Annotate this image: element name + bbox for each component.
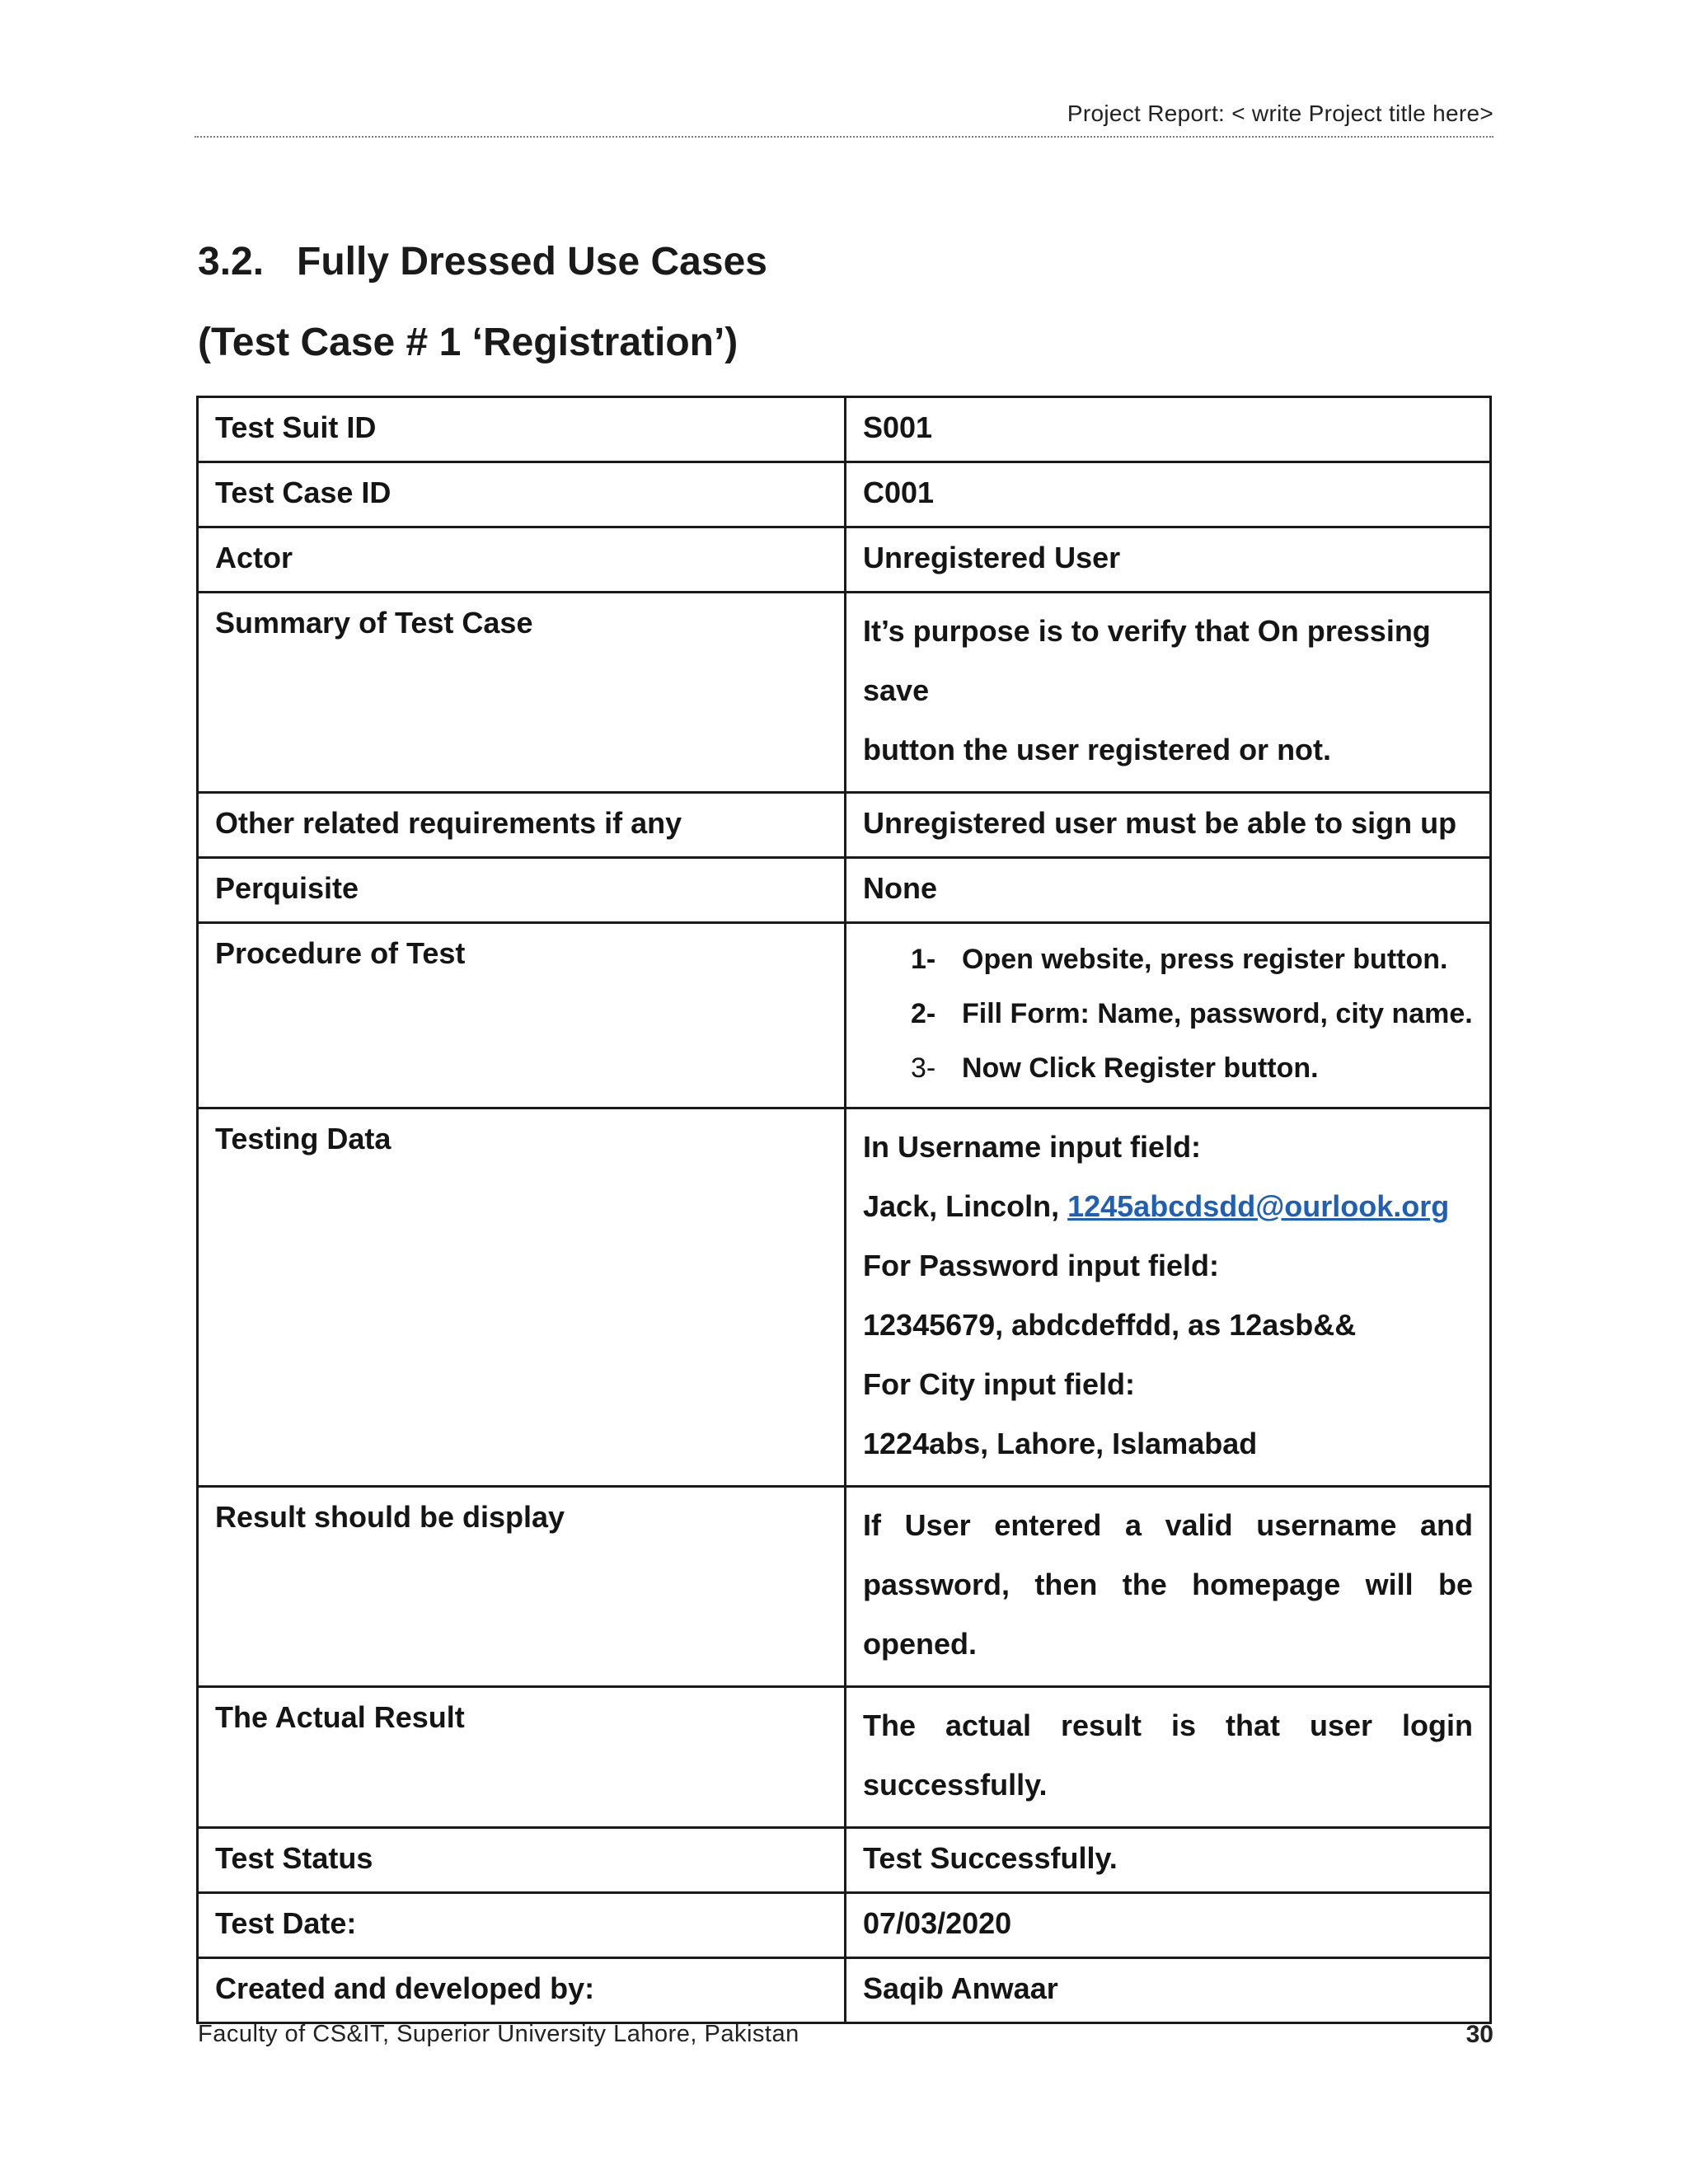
step-number: 3- [911,1052,936,1084]
procedure-step [863,987,1473,1041]
test-case-title: (Test Case # 1 ‘Registration’) [198,321,738,364]
summary-line: It’s purpose is to verify that On pressing save [863,614,1431,707]
password-values: 12345679, abdcdeffdd, as 12asb&& [863,1308,1357,1342]
email-link[interactable]: 1245abcdsdd@ourlook.org [1067,1189,1450,1223]
step-text: Open website, press register button. [962,944,1448,975]
row-label: Perquisite [198,858,846,923]
testing-data-cell [846,1108,1491,1487]
step-number: 1- [911,944,936,975]
table-row [198,1687,1491,1828]
table-row [198,923,1491,1108]
page-number: 30 [1465,2021,1493,2048]
step-text: Fill Form: Name, password, city name. [962,998,1473,1029]
step-text: Now Click Register button. [962,1052,1319,1084]
table-row [198,1958,1491,2023]
procedure-step [863,1041,1473,1095]
table-row [198,527,1491,593]
row-value: If User entered a valid username and password, then the homepage will be opened. [846,1487,1491,1687]
section-heading [198,239,767,284]
section-number: 3.2. [198,240,265,284]
row-label: Result should be display [198,1487,846,1687]
procedure-steps-cell [846,923,1491,1108]
row-value: Unregistered User [846,527,1491,593]
table-row [198,1108,1491,1487]
table-row [198,858,1491,923]
row-value: Saqib Anwaar [846,1958,1491,2023]
table-row [198,793,1491,858]
table-row [198,593,1491,793]
row-label: Created and developed by: [198,1958,846,2023]
row-label: Test Case ID [198,462,846,527]
table-row [198,462,1491,527]
username-values [863,1177,1473,1236]
row-label: Summary of Test Case [198,593,846,793]
row-label: Actor [198,527,846,593]
row-value: 07/03/2020 [846,1893,1491,1958]
city-values: 1224abs, Lahore, Islamabad [863,1427,1258,1460]
test-case-table [196,396,1492,2024]
row-label: Test Status [198,1828,846,1893]
row-value: The actual result is that user login successfully. [846,1687,1491,1828]
table-row [198,1487,1491,1687]
row-value: S001 [846,397,1491,462]
row-value: C001 [846,462,1491,527]
row-value: None [846,858,1491,923]
procedure-steps [863,932,1473,1095]
row-label: Testing Data [198,1108,846,1487]
row-value: Unregistered user must be able to sign up [846,793,1491,858]
row-value: Test Successfully. [846,1828,1491,1893]
row-label: Other related requirements if any [198,793,846,858]
summary-line: button the user registered or not. [863,733,1332,766]
row-label: The Actual Result [198,1687,846,1828]
row-label: Procedure of Test [198,923,846,1108]
row-label: Test Date: [198,1893,846,1958]
section-title-text: Fully Dressed Use Cases [297,240,767,284]
running-header-text: Project Report: < write Project title here> [1067,101,1493,126]
row-value [846,593,1491,793]
username-heading: In Username input field: [863,1130,1202,1164]
table-row [198,397,1491,462]
password-heading: For Password input field: [863,1249,1220,1282]
page-header [195,99,1493,138]
username-values-prefix: Jack, Lincoln, [863,1189,1068,1223]
city-heading: For City input field: [863,1367,1135,1401]
table-row [198,1828,1491,1893]
table-row [198,1893,1491,1958]
row-label: Test Suit ID [198,397,846,462]
step-number: 2- [911,998,936,1029]
footer-institution: Faculty of CS&IT, Superior University Lahore, Pakistan [198,2021,799,2047]
procedure-step [863,932,1473,987]
